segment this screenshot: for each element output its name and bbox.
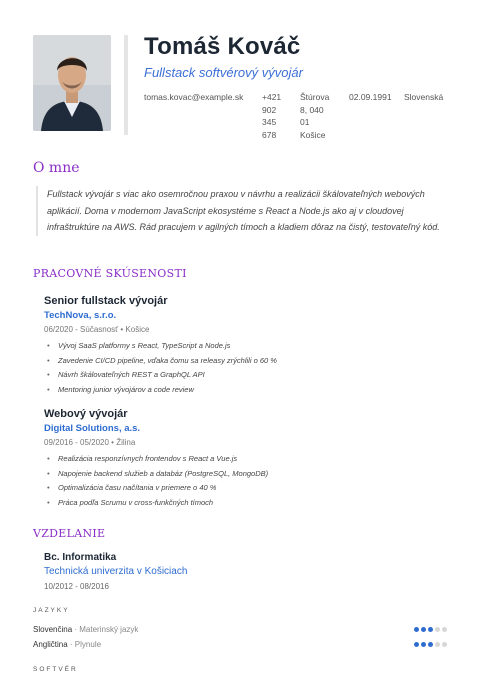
software-heading: SOFTVÉR [33, 666, 78, 673]
job-title: Webový vývojár [44, 408, 128, 420]
level-dot-empty [442, 627, 447, 632]
phone-line: 678 [262, 129, 277, 140]
job-company: TechNova, s.r.o. [44, 310, 117, 321]
job-company: Digital Solutions, a.s. [44, 423, 141, 434]
job-bullet: • Mentoring junior vývojárov a code review [44, 383, 464, 398]
contact-phone [262, 91, 290, 141]
address-line: Košice [300, 129, 326, 140]
job-bullets [44, 339, 464, 397]
cv-header [0, 0, 480, 150]
person-portrait-icon [33, 35, 111, 131]
job-bullets [44, 452, 464, 510]
language-name: Slovenčina [33, 625, 73, 634]
job-title: Senior fullstack vývojár [44, 295, 168, 307]
contact-email[interactable]: tomas.kovac@example.sk [144, 92, 244, 102]
level-dot-empty [442, 642, 447, 647]
language-row [33, 625, 447, 637]
job-meta: 06/2020 - Súčasnosť • Košice [44, 325, 150, 334]
education-dates: 10/2012 - 08/2016 [44, 582, 109, 591]
language-level: · Materinský jazyk [74, 625, 139, 634]
education-entry [44, 551, 187, 593]
education-heading: VZDELANIE [33, 527, 106, 540]
job-bullet: • Práca podľa Scrumu v cross-funkčných tímoch [44, 496, 464, 511]
language-name: Angličtina [33, 640, 68, 649]
job-meta: 09/2016 - 05/2020 • Žilina [44, 438, 136, 447]
contact-address [300, 91, 340, 141]
language-row [33, 640, 447, 652]
experience-heading: PRACOVNÉ SKÚSENOSTI [33, 267, 187, 280]
contact-nationality: Slovenská [404, 92, 444, 102]
level-dot-empty [435, 642, 440, 647]
level-dot-filled [414, 627, 419, 632]
phone-line: +421 [262, 92, 282, 102]
address-line: Štúrova [300, 92, 330, 102]
language-level: · Plynule [69, 640, 102, 649]
person-role: Fullstack softvérový vývojár [144, 65, 303, 80]
language-level-dots [414, 627, 447, 632]
person-name: Tomáš Kováč [144, 33, 301, 60]
address-line: 8, 040 [300, 104, 324, 115]
job-bullet: • Optimalizácia času načítania v priemere o 40 % [44, 481, 464, 496]
profile-photo [33, 35, 111, 131]
job-entry [44, 294, 464, 397]
education-degree: Bc. Informatika [44, 552, 117, 563]
level-dot-filled [414, 642, 419, 647]
phone-line: 902 [262, 104, 277, 115]
about-text: Fullstack vývojár s viac ako osemročnou praxou v návrhu a realizácii škálovateľných webových aplikácií. Doma v modernom JavaScript ekosystéme s React a Node.js ako aj v cloudovej infraštruktúre na AWS. Rád pracujem v agilných tímoch a kladiem dôraz na čistý, testovateľný kód. [36, 186, 456, 236]
job-bullet: • Návrh škálovateľných REST a GraphQL API [44, 368, 464, 383]
level-dot-filled [421, 642, 426, 647]
phone-line: 345 [262, 117, 277, 127]
education-school: Technická univerzita v Košiciach [44, 566, 188, 577]
job-bullet: • Napojenie backend služieb a databáz (PostgreSQL, MongoDB) [44, 467, 464, 482]
level-dot-filled [421, 627, 426, 632]
level-dot-filled [428, 642, 433, 647]
job-entry [44, 407, 464, 510]
job-bullet: • Vývoj SaaS platformy s React, TypeScript a Node.js [44, 339, 464, 354]
about-heading: O mne [33, 160, 80, 176]
job-bullet: • Zavedenie CI/CD pipeline, vďaka čomu sa releasy zrýchlili o 60 % [44, 354, 464, 369]
job-bullet: • Realizácia responzívnych frontendov s React a Vue.js [44, 452, 464, 467]
contact-birthdate: 02.09.1991 [349, 92, 392, 102]
address-line: 01 [300, 117, 310, 127]
level-dot-filled [428, 627, 433, 632]
language-level-dots [414, 642, 447, 647]
header-divider [124, 35, 128, 135]
languages-heading: JAZYKY [33, 607, 70, 614]
level-dot-empty [435, 627, 440, 632]
